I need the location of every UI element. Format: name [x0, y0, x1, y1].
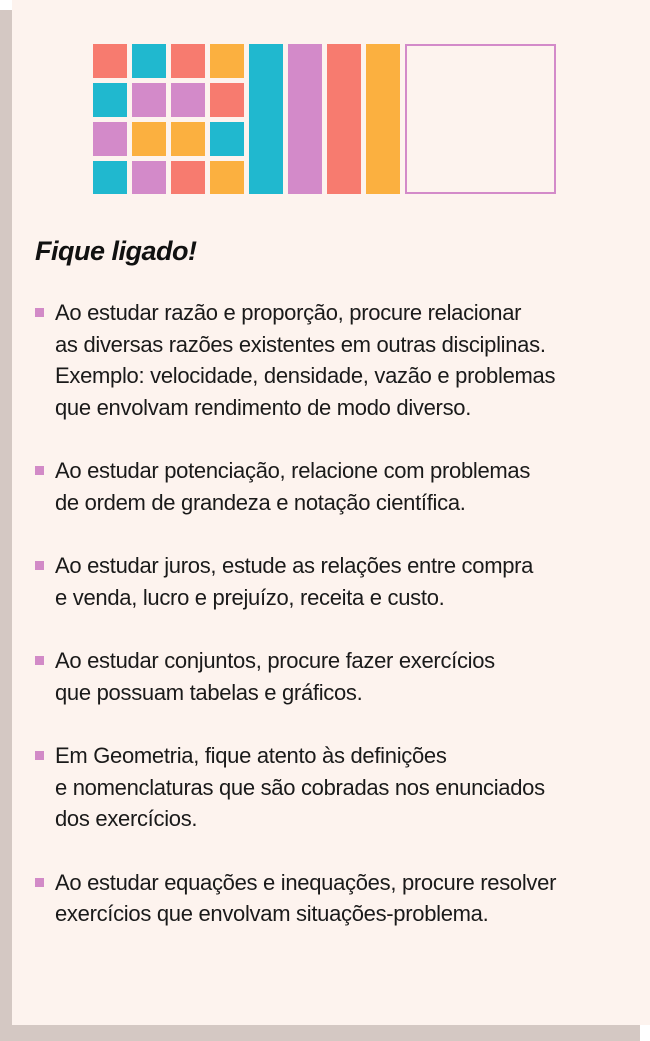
bullet-square-icon — [35, 466, 44, 475]
tip-line: que envolvam rendimento de modo diverso. — [55, 394, 472, 420]
bullet-square-icon — [35, 308, 44, 317]
mosaic-tile — [171, 161, 205, 194]
mosaic-tile — [93, 44, 127, 78]
mosaic-tile — [93, 122, 127, 156]
tip-line: as diversas razões existentes em outras disciplinas. — [55, 331, 546, 357]
mosaic-tile — [171, 122, 205, 156]
section-heading: Fique ligado! — [35, 236, 197, 266]
tip-line: Ao estudar equações e inequações, procure resolver — [55, 869, 557, 895]
mosaic-tile — [132, 83, 166, 117]
mosaic-bar — [327, 44, 361, 194]
tip-line: dos exercícios. — [55, 806, 198, 831]
mosaic-bar — [249, 44, 283, 194]
mosaic-bar — [366, 44, 400, 194]
tip-line: exercícios que envolvam situações-problema. — [55, 901, 489, 926]
mosaic-outline-square — [405, 44, 556, 194]
bullet-square-icon — [35, 751, 44, 760]
mosaic-tile — [132, 44, 166, 78]
tip-item — [35, 297, 635, 423]
tip-item — [35, 740, 635, 835]
mosaic-tile — [210, 83, 244, 117]
tip-line: Ao estudar juros, estude as relações entre compra — [55, 553, 534, 578]
tip-line: Ao estudar razão e proporção, procure relacionar — [55, 300, 522, 325]
mosaic-tile — [171, 83, 205, 117]
mosaic-tile — [132, 122, 166, 156]
bullet-square-icon — [35, 878, 44, 887]
mosaic-tile — [171, 44, 205, 78]
tip-line: Ao estudar conjuntos, procure fazer exercícios — [55, 648, 495, 673]
tip-item — [35, 867, 635, 930]
mosaic-bar — [288, 44, 322, 194]
tip-item — [35, 455, 635, 518]
tip-item — [35, 550, 635, 613]
mosaic-tile — [132, 161, 166, 194]
bullet-square-icon — [35, 656, 44, 665]
tip-line: Ao estudar potenciação, relacione com problemas — [55, 458, 531, 483]
mosaic-tile — [210, 44, 244, 78]
tip-item — [35, 645, 635, 708]
mosaic-tile — [210, 161, 244, 194]
tips-list — [35, 297, 635, 962]
tip-line: e venda, lucro e prejuízo, receita e custo. — [55, 584, 445, 610]
bullet-square-icon — [35, 561, 44, 570]
tip-line: Em Geometria, fique atento às definições — [55, 743, 447, 768]
mosaic-tile — [210, 122, 244, 156]
decorative-mosaic — [93, 44, 556, 194]
mosaic-tile — [93, 161, 127, 194]
tip-line: e nomenclaturas que são cobradas nos enunciados — [55, 774, 545, 800]
tip-line: de ordem de grandeza e notação científica. — [55, 489, 466, 515]
mosaic-tile — [93, 83, 127, 117]
tip-line: que possuam tabelas e gráficos. — [55, 679, 363, 705]
tip-line: Exemplo: velocidade, densidade, vazão e problemas — [55, 363, 556, 388]
